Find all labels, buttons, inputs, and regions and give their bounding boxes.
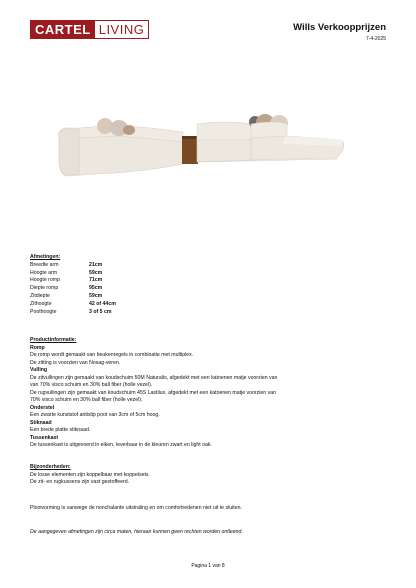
dim-value: 71cm: [89, 277, 103, 284]
bijzonderheden-line: De losse elementen zijn koppelbaar met koppelsets.: [30, 471, 150, 478]
plooi-note: Plooivorming is vanwege de nonchalante uitstraling en om comfortredenen niet uit te sluiten.: [30, 505, 242, 511]
logo-living: LIVING: [95, 21, 149, 38]
table-row: [30, 285, 116, 293]
bijzonderheden-section: [30, 464, 150, 487]
vulling-line: De zitvullingen zijn gemaakt van koudschuim 50M Naturalis, afgedekt met een katoenen matje voorzien van: [30, 374, 278, 381]
vulling-line: De rugvullingen zijn gemaakt van koudschuim 45S Lastilux, afgedekt met een katoenen matje voorzien van: [30, 389, 276, 396]
dim-label: Breedte arm: [30, 261, 59, 268]
table-row: [30, 270, 116, 278]
vulling-line: van 70% visco schuim en 30% ball fiber (holle vezel).: [30, 382, 153, 388]
dim-label: Zithoogte: [30, 300, 52, 307]
wood-table: [182, 136, 198, 164]
dim-label: Diepte romp: [30, 285, 59, 292]
romp-title: Romp: [30, 344, 45, 351]
dimensions-heading: Afmetingen:: [30, 254, 61, 260]
sofa-left-arm: [59, 128, 80, 175]
onderstel-line: Een zwarte kunststof antislip poot van 3cm of 5cm hoog.: [30, 412, 160, 418]
brand-logo: [30, 20, 149, 39]
dimensions-section: [30, 254, 116, 316]
dimensions-table: [30, 262, 116, 317]
bijzonderheden-heading: Bijzonderheden:: [30, 464, 71, 470]
vulling-line: 70% visco schuim en 30% ball fiber (holle vezel).: [30, 397, 143, 403]
bijzonderheden-line: De zit- en rugkussens zijn vast gestoffeerd.: [30, 479, 130, 485]
dim-value: 59cm: [89, 292, 103, 299]
sofa-middle-body: [197, 138, 251, 162]
dim-label: Zitdiepte: [30, 292, 50, 299]
dim-label: Poothoogte: [30, 308, 57, 315]
table-row: [30, 293, 116, 301]
dim-label: Hoogte romp: [30, 277, 60, 284]
dim-label: Hoogte arm: [30, 269, 58, 276]
dim-value: 95cm: [89, 285, 103, 292]
dim-value: 42 of 44cm: [89, 300, 116, 307]
romp-line: De romp wordt gemaakt van beukenregels in combinatie met multiplex.: [30, 352, 194, 358]
romp-line: De zitting is voorzien van Nosag-veren.: [30, 359, 121, 366]
stiknaad-line: Een brede platte stiknaad.: [30, 427, 91, 433]
logo-cartel: CARTEL: [31, 21, 95, 38]
disclaimer: De aangegeven afmetingen zijn circa maten, hieraan kunnen geen rechten worden ontleend.: [30, 529, 243, 535]
document-title: Wills Verkoopprijzen: [293, 22, 386, 33]
document-date: 7-4-2025: [365, 36, 386, 42]
onderstel-title: Onderstel: [30, 404, 55, 411]
sofa-middle-back: [197, 122, 251, 140]
table-row: [30, 277, 116, 285]
sofa-image: [55, 110, 345, 180]
cushion-3: [123, 125, 135, 135]
page-footer: Pagina 1 van 8: [191, 563, 225, 569]
dim-value: 21cm: [89, 261, 103, 268]
table-row: [30, 301, 116, 309]
product-info-heading: Productinformatie:: [30, 337, 77, 343]
tussenkast-line: De tussenkast is uitgevoerd in eiken, leverbaar in de kleuren zwart en light oak.: [30, 442, 212, 448]
dim-value: 59cm: [89, 269, 103, 276]
vulling-title: Vulling: [30, 367, 48, 373]
dim-value: 3 of 5 cm: [89, 308, 112, 315]
product-info-section: [30, 337, 277, 450]
stiknaad-title: Stiknaad: [30, 419, 52, 426]
table-row: [30, 309, 116, 317]
tussenkast-title: Tussenkast: [30, 434, 59, 441]
table-row: [30, 262, 116, 270]
